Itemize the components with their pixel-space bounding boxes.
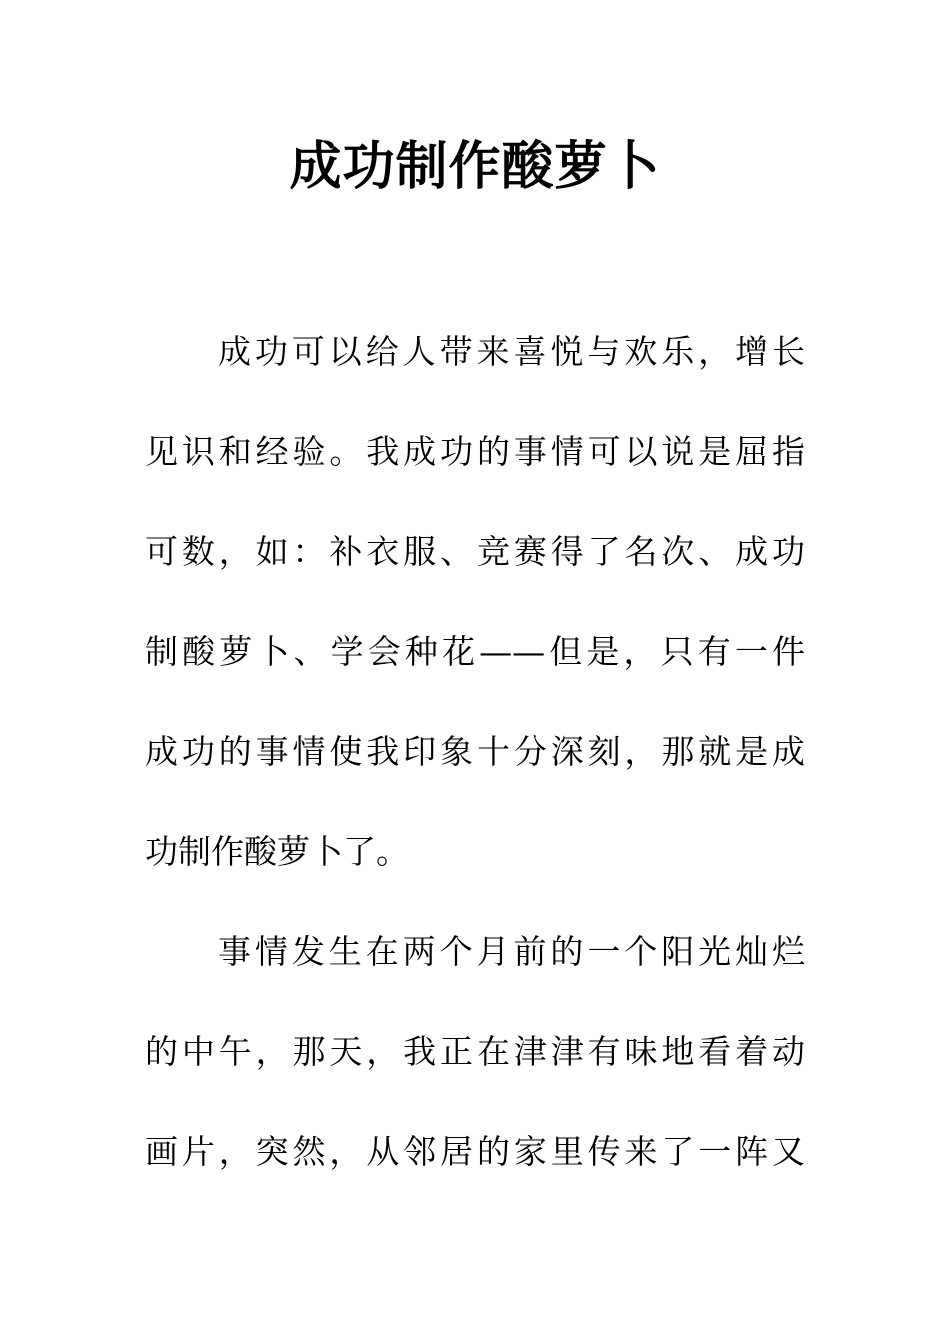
- paragraph-1-line-3: 可数，如：补衣服、竞赛得了名次、成功: [145, 532, 805, 571]
- paragraph-1-line-4: 制酸萝卜、学会种花——但是，只有一件: [145, 632, 805, 671]
- paragraph-2-line-1: 事情发生在两个月前的一个阳光灿烂: [218, 932, 805, 971]
- paragraph-1-line-5: 成功的事情使我印象十分深刻，那就是成: [145, 732, 805, 771]
- document-title: 成功制作酸萝卜: [289, 136, 661, 197]
- paragraph-2-line-2: 的中午，那天，我正在津津有味地看着动: [145, 1032, 805, 1071]
- document-body: [145, 302, 805, 1202]
- paragraph-2-line-3: 画片，突然，从邻居的家里传来了一阵又: [145, 1132, 805, 1171]
- paragraph-1-line-1: 成功可以给人带来喜悦与欢乐，增长: [218, 332, 805, 371]
- paragraph-1-line-2: 见识和经验。我成功的事情可以说是屈指: [145, 432, 805, 471]
- paragraph-1-line-6: 功制作酸萝卜了。: [145, 832, 409, 871]
